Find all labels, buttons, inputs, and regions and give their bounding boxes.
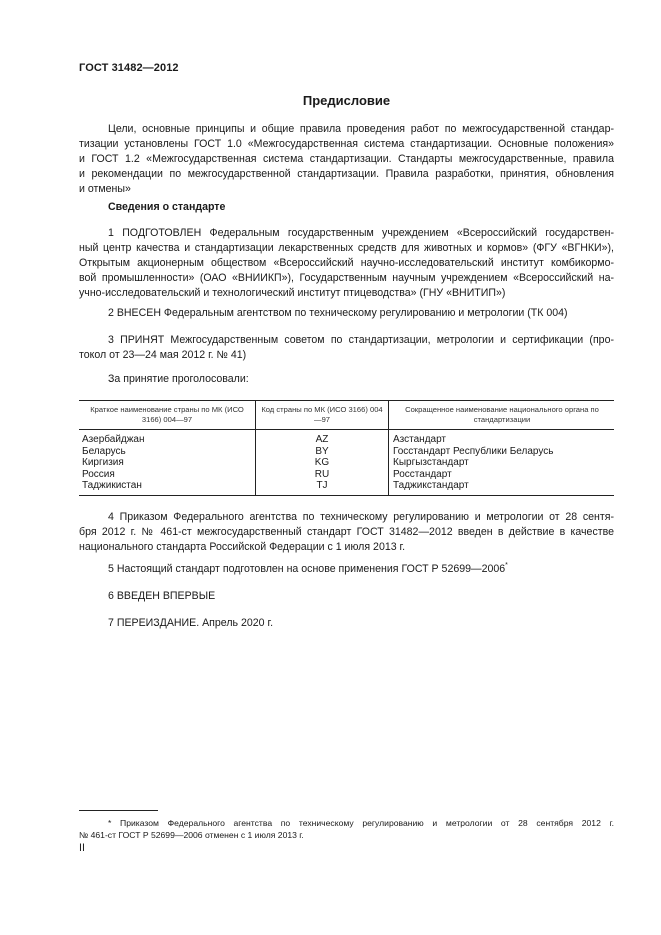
- page-title: Предисловие: [302, 93, 391, 108]
- item-7: 7 ПЕРЕИЗДАНИЕ. Апрель 2020 г.: [108, 617, 274, 629]
- body-cell: Азстандарт: [393, 434, 447, 445]
- header-body: Сокращенное наименование национального органа по стандартизации: [389, 401, 615, 430]
- table-row: [79, 457, 614, 469]
- intro-paragraph: [79, 122, 614, 197]
- footnote-divider: [79, 810, 158, 811]
- intro-line: Цели, основные принципы и общие правила проведения работ по межгосударственной стандар-: [108, 123, 614, 135]
- table-header-row: [79, 401, 614, 430]
- body-cell: Росстандарт: [393, 468, 452, 480]
- country-cell: Азербайджан: [79, 430, 256, 446]
- item-4-line: 4 Приказом Федерального агентства по техническому регулированию и метрологии от 28 сентя-: [108, 511, 614, 523]
- country-cell: Беларусь: [79, 446, 256, 458]
- table-row: [79, 469, 614, 481]
- item-3-line: токол от 23—24 мая 2012 г. № 41): [79, 349, 247, 361]
- item-1-line: вой промышленности» (ОАО «ВНИИКП»), Государственным научным учреждением «Всероссийский на-: [79, 272, 614, 284]
- item-1-line: Открытым акционерным обществом «Всероссийский научно-исследовательский институт комбикормо-: [79, 257, 614, 269]
- item-1-line: ный центр качества и стандартизации лекарственных средств для животных и кормов» (ФГУ «ВГНКИ»),: [79, 242, 614, 254]
- item-4-paragraph: [79, 510, 614, 555]
- code-cell: RU: [256, 469, 389, 481]
- item-5: [108, 563, 508, 575]
- header-country: Краткое наименование страны по МК (ИСО 3166) 004—97: [79, 401, 256, 430]
- code-cell: BY: [256, 446, 389, 458]
- table-row: [79, 430, 614, 446]
- footnote-line: * Приказом Федерального агентства по техническому регулированию и метрологии от 28 сентября 2012 г.: [108, 818, 614, 828]
- intro-line: и отмены»: [79, 183, 131, 195]
- code-cell: KG: [256, 457, 389, 469]
- item-4-line: бря 2012 г. № 461-ст межгосударственный стандарт ГОСТ 31482—2012 введен в действие в качестве: [79, 526, 614, 538]
- item-4-line: национального стандарта Российской Федерации с 1 июля 2013 г.: [79, 541, 406, 553]
- item-1-line: 1 ПОДГОТОВЛЕН Федеральным государственным учреждением «Всероссийский государствен-: [108, 227, 614, 239]
- info-heading: Сведения о стандарте: [108, 201, 226, 213]
- body-cell: Кыргызстандарт: [393, 457, 469, 469]
- item-1-line: учно-исследовательский и технологический институт птицеводства» (ГНУ «ВНИТИП»): [79, 287, 506, 299]
- intro-line: и ГОСТ 1.2 «Межгосударственная система стандартизации. Стандарты межгосударственные, правила: [79, 153, 614, 165]
- document-code: ГОСТ 31482—2012: [79, 62, 179, 74]
- footnote: [79, 817, 614, 841]
- item-3-line: 3 ПРИНЯТ Межгосударственным советом по стандартизации, метрологии и сертификации (про-: [108, 334, 614, 346]
- country-cell: Таджикистан: [79, 480, 256, 495]
- country-cell: Киргизия: [79, 457, 256, 469]
- table-row: [79, 480, 614, 495]
- footnote-line: № 461-ст ГОСТ Р 52699—2006 отменен с 1 июля 2013 г.: [79, 830, 304, 840]
- item-1-paragraph: [79, 226, 614, 301]
- item-2: 2 ВНЕСЕН Федеральным агентством по техническому регулированию и метрологии (ТК 004): [108, 307, 568, 319]
- intro-line: тизации установлены ГОСТ 1.0 «Межгосударственная система стандартизации. Основные положения»: [79, 138, 614, 150]
- country-cell: Россия: [79, 469, 256, 481]
- header-code: Код страны по МК (ИСО 3166) 004—97: [256, 401, 389, 430]
- footnote-reference[interactable]: *: [505, 562, 508, 569]
- voting-table: [79, 400, 614, 496]
- code-cell: TJ: [256, 480, 389, 495]
- page-number: II: [79, 842, 85, 854]
- intro-line: и рекомендации по межгосударственной стандартизации. Правила разработки, принятия, обновления: [79, 168, 614, 180]
- item-3-paragraph: [79, 333, 614, 363]
- item-5-text: 5 Настоящий стандарт подготовлен на основе применения ГОСТ Р 52699—2006: [108, 563, 506, 575]
- code-cell: AZ: [256, 430, 389, 446]
- body-cell: Таджикстандарт: [389, 480, 615, 495]
- body-cell: Госстандарт Республики Беларусь: [393, 445, 554, 457]
- voted-label: За принятие проголосовали:: [108, 373, 249, 385]
- table-row: [79, 446, 614, 458]
- item-6: 6 ВВЕДЕН ВПЕРВЫЕ: [108, 590, 216, 602]
